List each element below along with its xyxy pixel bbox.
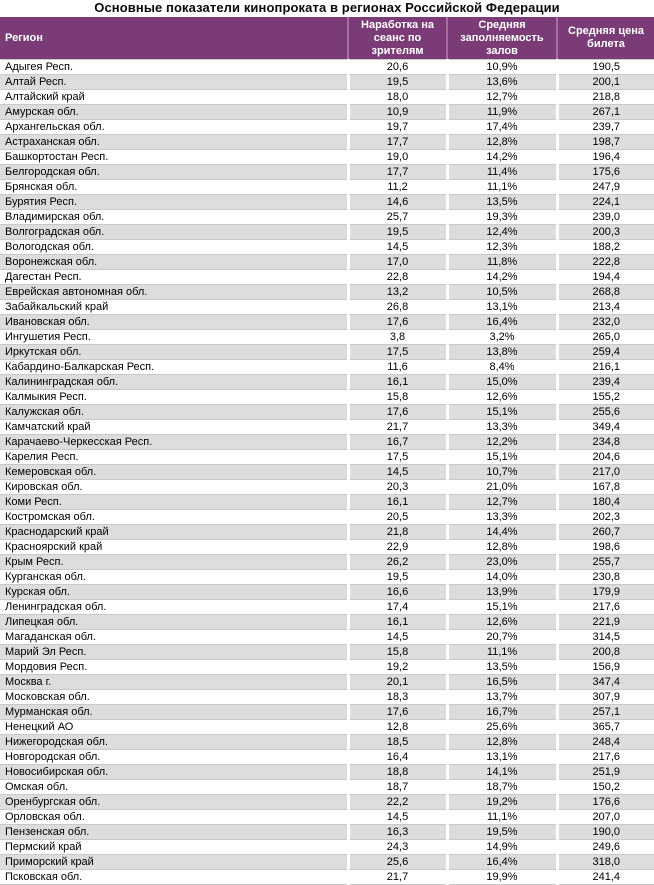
table-row <box>0 765 654 780</box>
occupancy-cell: 14,9% <box>447 840 557 855</box>
price-cell: 314,5 <box>557 630 654 645</box>
table-row <box>0 165 654 180</box>
price-cell: 196,4 <box>557 150 654 165</box>
region-cell: Новгородская обл. <box>0 750 348 765</box>
attendance-cell: 16,1 <box>348 375 447 390</box>
price-cell: 207,0 <box>557 810 654 825</box>
table-row <box>0 870 654 885</box>
table-row <box>0 150 654 165</box>
table-row <box>0 180 654 195</box>
table-row <box>0 585 654 600</box>
region-cell: Башкортостан Респ. <box>0 150 348 165</box>
attendance-cell: 14,5 <box>348 465 447 480</box>
occupancy-cell: 14,2% <box>447 150 557 165</box>
price-cell: 202,3 <box>557 510 654 525</box>
region-cell: Амурская обл. <box>0 105 348 120</box>
occupancy-cell: 13,6% <box>447 75 557 90</box>
attendance-cell: 25,6 <box>348 855 447 870</box>
attendance-cell: 22,2 <box>348 795 447 810</box>
attendance-cell: 21,8 <box>348 525 447 540</box>
region-cell: Адыгея Респ. <box>0 60 348 75</box>
occupancy-cell: 19,2% <box>447 795 557 810</box>
occupancy-cell: 16,4% <box>447 855 557 870</box>
table-row <box>0 525 654 540</box>
table-row <box>0 675 654 690</box>
table-row <box>0 720 654 735</box>
attendance-cell: 19,0 <box>348 150 447 165</box>
occupancy-cell: 12,7% <box>447 495 557 510</box>
attendance-cell: 22,9 <box>348 540 447 555</box>
table-row <box>0 630 654 645</box>
region-cell: Коми Респ. <box>0 495 348 510</box>
price-cell: 156,9 <box>557 660 654 675</box>
region-cell: Кировская обл. <box>0 480 348 495</box>
price-cell: 221,9 <box>557 615 654 630</box>
attendance-cell: 26,2 <box>348 555 447 570</box>
table-row <box>0 480 654 495</box>
region-cell: Курганская обл. <box>0 570 348 585</box>
region-cell: Костромская обл. <box>0 510 348 525</box>
attendance-cell: 15,8 <box>348 645 447 660</box>
region-cell: Воронежская обл. <box>0 255 348 270</box>
region-cell: Оренбургская обл. <box>0 795 348 810</box>
table-row <box>0 795 654 810</box>
attendance-cell: 21,7 <box>348 870 447 885</box>
occupancy-cell: 13,8% <box>447 345 557 360</box>
price-cell: 180,4 <box>557 495 654 510</box>
region-cell: Волгоградская обл. <box>0 225 348 240</box>
price-cell: 198,6 <box>557 540 654 555</box>
occupancy-cell: 13,7% <box>447 690 557 705</box>
price-cell: 218,8 <box>557 90 654 105</box>
attendance-cell: 18,5 <box>348 735 447 750</box>
price-cell: 176,6 <box>557 795 654 810</box>
table-row <box>0 225 654 240</box>
occupancy-cell: 13,1% <box>447 300 557 315</box>
region-cell: Крым Респ. <box>0 555 348 570</box>
attendance-cell: 17,7 <box>348 135 447 150</box>
attendance-cell: 19,5 <box>348 570 447 585</box>
price-cell: 349,4 <box>557 420 654 435</box>
attendance-cell: 26,8 <box>348 300 447 315</box>
attendance-cell: 20,6 <box>348 60 447 75</box>
attendance-cell: 17,4 <box>348 600 447 615</box>
region-cell: Калмыкия Респ. <box>0 390 348 405</box>
region-cell: Карачаево-Черкесская Респ. <box>0 435 348 450</box>
price-cell: 188,2 <box>557 240 654 255</box>
region-cell: Омская обл. <box>0 780 348 795</box>
table-row <box>0 135 654 150</box>
attendance-cell: 12,8 <box>348 720 447 735</box>
attendance-cell: 18,0 <box>348 90 447 105</box>
table-row <box>0 255 654 270</box>
occupancy-cell: 11,8% <box>447 255 557 270</box>
table-row <box>0 75 654 90</box>
occupancy-cell: 12,8% <box>447 540 557 555</box>
column-header-avg-ticket-price: Средняя цена билета <box>557 17 654 60</box>
price-cell: 239,7 <box>557 120 654 135</box>
occupancy-cell: 12,3% <box>447 240 557 255</box>
table-row <box>0 690 654 705</box>
occupancy-cell: 11,4% <box>447 165 557 180</box>
price-cell: 249,6 <box>557 840 654 855</box>
attendance-cell: 20,3 <box>348 480 447 495</box>
attendance-cell: 17,6 <box>348 405 447 420</box>
table-row <box>0 240 654 255</box>
price-cell: 268,8 <box>557 285 654 300</box>
table-row <box>0 360 654 375</box>
price-cell: 239,4 <box>557 375 654 390</box>
occupancy-cell: 11,1% <box>447 645 557 660</box>
table-row <box>0 375 654 390</box>
region-cell: Еврейская автономная обл. <box>0 285 348 300</box>
attendance-cell: 21,7 <box>348 420 447 435</box>
occupancy-cell: 15,1% <box>447 450 557 465</box>
price-cell: 217,6 <box>557 600 654 615</box>
price-cell: 230,8 <box>557 570 654 585</box>
occupancy-cell: 23,0% <box>447 555 557 570</box>
occupancy-cell: 10,9% <box>447 60 557 75</box>
occupancy-cell: 12,2% <box>447 435 557 450</box>
occupancy-cell: 15,1% <box>447 600 557 615</box>
occupancy-cell: 11,1% <box>447 810 557 825</box>
price-cell: 200,8 <box>557 645 654 660</box>
attendance-cell: 18,3 <box>348 690 447 705</box>
occupancy-cell: 14,2% <box>447 270 557 285</box>
price-cell: 257,1 <box>557 705 654 720</box>
attendance-cell: 22,8 <box>348 270 447 285</box>
region-cell: Ленинградская обл. <box>0 600 348 615</box>
region-cell: Камчатский край <box>0 420 348 435</box>
table-row <box>0 645 654 660</box>
table-row <box>0 405 654 420</box>
price-cell: 167,8 <box>557 480 654 495</box>
price-cell: 241,4 <box>557 870 654 885</box>
table-row <box>0 390 654 405</box>
attendance-cell: 19,7 <box>348 120 447 135</box>
region-cell: Ингушетия Респ. <box>0 330 348 345</box>
attendance-cell: 16,7 <box>348 435 447 450</box>
region-cell: Астраханская обл. <box>0 135 348 150</box>
region-cell: Пензенская обл. <box>0 825 348 840</box>
occupancy-cell: 13,3% <box>447 420 557 435</box>
occupancy-cell: 12,6% <box>447 390 557 405</box>
table-row <box>0 450 654 465</box>
price-cell: 365,7 <box>557 720 654 735</box>
region-cell: Мордовия Респ. <box>0 660 348 675</box>
price-cell: 347,4 <box>557 675 654 690</box>
attendance-cell: 14,5 <box>348 810 447 825</box>
price-cell: 198,7 <box>557 135 654 150</box>
table-row <box>0 615 654 630</box>
column-header-avg-occupancy: Средняя заполняемость залов <box>447 17 557 60</box>
region-cell: Липецкая обл. <box>0 615 348 630</box>
attendance-cell: 18,8 <box>348 765 447 780</box>
attendance-cell: 17,5 <box>348 345 447 360</box>
occupancy-cell: 10,7% <box>447 465 557 480</box>
region-cell: Архангельская обл. <box>0 120 348 135</box>
price-cell: 204,6 <box>557 450 654 465</box>
table-row <box>0 90 654 105</box>
table-row <box>0 270 654 285</box>
table-row <box>0 300 654 315</box>
price-cell: 222,8 <box>557 255 654 270</box>
occupancy-cell: 14,1% <box>447 765 557 780</box>
price-cell: 190,0 <box>557 825 654 840</box>
occupancy-cell: 18,7% <box>447 780 557 795</box>
price-cell: 234,8 <box>557 435 654 450</box>
table-row <box>0 540 654 555</box>
table-row <box>0 570 654 585</box>
price-cell: 224,1 <box>557 195 654 210</box>
attendance-cell: 19,2 <box>348 660 447 675</box>
attendance-cell: 16,3 <box>348 825 447 840</box>
attendance-cell: 17,5 <box>348 450 447 465</box>
region-cell: Алтай Респ. <box>0 75 348 90</box>
table-row <box>0 510 654 525</box>
attendance-cell: 17,7 <box>348 165 447 180</box>
attendance-cell: 14,6 <box>348 195 447 210</box>
attendance-cell: 16,4 <box>348 750 447 765</box>
table-row <box>0 660 654 675</box>
region-cell: Приморский край <box>0 855 348 870</box>
occupancy-cell: 19,5% <box>447 825 557 840</box>
region-cell: Забайкальский край <box>0 300 348 315</box>
price-cell: 194,4 <box>557 270 654 285</box>
region-cell: Псковская обл. <box>0 870 348 885</box>
table-row <box>0 705 654 720</box>
attendance-cell: 24,3 <box>348 840 447 855</box>
price-cell: 259,4 <box>557 345 654 360</box>
price-cell: 247,9 <box>557 180 654 195</box>
column-header-attendance-per-session: Наработка на сеанс по зрителям <box>348 17 447 60</box>
attendance-cell: 11,2 <box>348 180 447 195</box>
occupancy-cell: 15,1% <box>447 405 557 420</box>
region-cell: Калининградская обл. <box>0 375 348 390</box>
attendance-cell: 25,7 <box>348 210 447 225</box>
table-row <box>0 420 654 435</box>
attendance-cell: 14,5 <box>348 630 447 645</box>
region-cell: Иркутская обл. <box>0 345 348 360</box>
price-cell: 248,4 <box>557 735 654 750</box>
region-cell: Кабардино-Балкарская Респ. <box>0 360 348 375</box>
price-cell: 179,9 <box>557 585 654 600</box>
region-cell: Белгородская обл. <box>0 165 348 180</box>
region-cell: Бурятия Респ. <box>0 195 348 210</box>
attendance-cell: 11,6 <box>348 360 447 375</box>
table-body <box>0 60 654 885</box>
table-row <box>0 195 654 210</box>
attendance-cell: 14,5 <box>348 240 447 255</box>
region-cell: Карелия Респ. <box>0 450 348 465</box>
price-cell: 190,5 <box>557 60 654 75</box>
occupancy-cell: 14,0% <box>447 570 557 585</box>
price-cell: 217,0 <box>557 465 654 480</box>
attendance-cell: 3,8 <box>348 330 447 345</box>
region-cell: Пермский край <box>0 840 348 855</box>
price-cell: 251,9 <box>557 765 654 780</box>
region-cell: Ивановская обл. <box>0 315 348 330</box>
attendance-cell: 20,5 <box>348 510 447 525</box>
attendance-cell: 16,1 <box>348 495 447 510</box>
region-cell: Вологодская обл. <box>0 240 348 255</box>
occupancy-cell: 13,5% <box>447 195 557 210</box>
table-row <box>0 780 654 795</box>
attendance-cell: 10,9 <box>348 105 447 120</box>
occupancy-cell: 12,8% <box>447 135 557 150</box>
region-cell: Орловская обл. <box>0 810 348 825</box>
header-row <box>0 17 654 60</box>
occupancy-cell: 12,6% <box>447 615 557 630</box>
table-row <box>0 330 654 345</box>
region-cell: Калужская обл. <box>0 405 348 420</box>
price-cell: 307,9 <box>557 690 654 705</box>
region-cell: Брянская обл. <box>0 180 348 195</box>
price-cell: 200,3 <box>557 225 654 240</box>
occupancy-cell: 14,4% <box>447 525 557 540</box>
occupancy-cell: 11,9% <box>447 105 557 120</box>
occupancy-cell: 13,1% <box>447 750 557 765</box>
attendance-cell: 17,6 <box>348 315 447 330</box>
occupancy-cell: 13,9% <box>447 585 557 600</box>
occupancy-cell: 10,5% <box>447 285 557 300</box>
occupancy-cell: 16,5% <box>447 675 557 690</box>
price-cell: 150,2 <box>557 780 654 795</box>
column-header-region: Регион <box>0 17 348 60</box>
table-row <box>0 465 654 480</box>
occupancy-cell: 13,3% <box>447 510 557 525</box>
table-row <box>0 840 654 855</box>
occupancy-cell: 15,0% <box>447 375 557 390</box>
price-cell: 213,4 <box>557 300 654 315</box>
price-cell: 255,6 <box>557 405 654 420</box>
table-row <box>0 600 654 615</box>
region-cell: Курская обл. <box>0 585 348 600</box>
table-row <box>0 285 654 300</box>
occupancy-cell: 16,4% <box>447 315 557 330</box>
occupancy-cell: 3,2% <box>447 330 557 345</box>
page-title: Основные показатели кинопроката в регионах Российской Федерации <box>94 0 560 15</box>
occupancy-cell: 17,4% <box>447 120 557 135</box>
region-cell: Кемеровская обл. <box>0 465 348 480</box>
occupancy-cell: 12,7% <box>447 90 557 105</box>
attendance-cell: 17,0 <box>348 255 447 270</box>
table-row <box>0 120 654 135</box>
occupancy-cell: 16,7% <box>447 705 557 720</box>
table-header <box>0 17 654 60</box>
region-cell: Владимирская обл. <box>0 210 348 225</box>
price-cell: 155,2 <box>557 390 654 405</box>
region-cell: Мурманская обл. <box>0 705 348 720</box>
price-cell: 232,0 <box>557 315 654 330</box>
region-cell: Красноярский край <box>0 540 348 555</box>
occupancy-cell: 19,9% <box>447 870 557 885</box>
region-cell: Новосибирская обл. <box>0 765 348 780</box>
table-row <box>0 750 654 765</box>
price-cell: 200,1 <box>557 75 654 90</box>
region-cell: Московская обл. <box>0 690 348 705</box>
price-cell: 216,1 <box>557 360 654 375</box>
table-row <box>0 435 654 450</box>
attendance-cell: 15,8 <box>348 390 447 405</box>
attendance-cell: 19,5 <box>348 75 447 90</box>
price-cell: 260,7 <box>557 525 654 540</box>
region-cell: Москва г. <box>0 675 348 690</box>
occupancy-cell: 25,6% <box>447 720 557 735</box>
table-row <box>0 210 654 225</box>
price-cell: 217,6 <box>557 750 654 765</box>
region-cell: Алтайский край <box>0 90 348 105</box>
occupancy-cell: 11,1% <box>447 180 557 195</box>
region-cell: Ненецкий АО <box>0 720 348 735</box>
price-cell: 255,7 <box>557 555 654 570</box>
occupancy-cell: 13,5% <box>447 660 557 675</box>
occupancy-cell: 12,4% <box>447 225 557 240</box>
occupancy-cell: 20,7% <box>447 630 557 645</box>
price-cell: 239,0 <box>557 210 654 225</box>
table-row <box>0 345 654 360</box>
region-cell: Дагестан Респ. <box>0 270 348 285</box>
table-row <box>0 855 654 870</box>
table-row <box>0 105 654 120</box>
attendance-cell: 20,1 <box>348 675 447 690</box>
occupancy-cell: 19,3% <box>447 210 557 225</box>
table-row <box>0 60 654 75</box>
price-cell: 267,1 <box>557 105 654 120</box>
table-row <box>0 825 654 840</box>
region-cell: Марий Эл Респ. <box>0 645 348 660</box>
region-cell: Магаданская обл. <box>0 630 348 645</box>
price-cell: 175,6 <box>557 165 654 180</box>
occupancy-cell: 12,8% <box>447 735 557 750</box>
cinema-indicators-table <box>0 17 654 885</box>
attendance-cell: 17,6 <box>348 705 447 720</box>
table-row <box>0 555 654 570</box>
table-row <box>0 810 654 825</box>
attendance-cell: 18,7 <box>348 780 447 795</box>
occupancy-cell: 21,0% <box>447 480 557 495</box>
price-cell: 318,0 <box>557 855 654 870</box>
attendance-cell: 16,1 <box>348 615 447 630</box>
region-cell: Нижегородская обл. <box>0 735 348 750</box>
price-cell: 265,0 <box>557 330 654 345</box>
attendance-cell: 16,6 <box>348 585 447 600</box>
attendance-cell: 13,2 <box>348 285 447 300</box>
region-cell: Краснодарский край <box>0 525 348 540</box>
table-row <box>0 315 654 330</box>
table-row <box>0 735 654 750</box>
occupancy-cell: 8,4% <box>447 360 557 375</box>
table-row <box>0 495 654 510</box>
attendance-cell: 19,5 <box>348 225 447 240</box>
